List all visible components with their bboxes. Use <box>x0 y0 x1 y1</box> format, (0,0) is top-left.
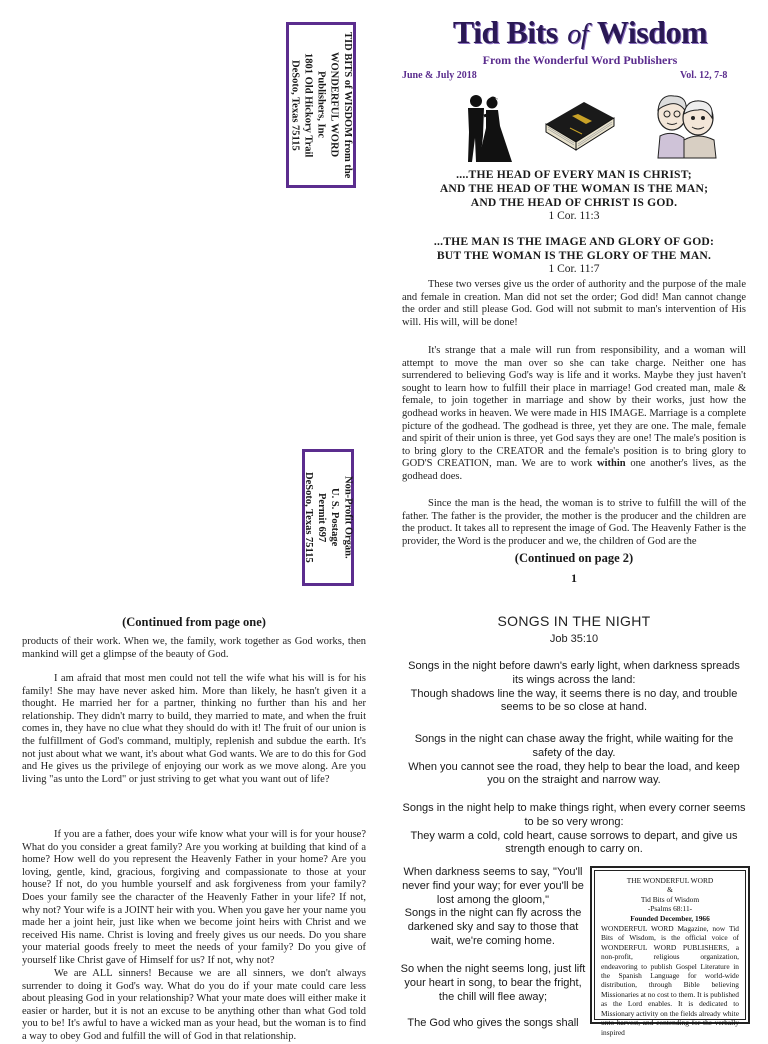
mailing-address-text: TID BITS of WISDOM from the WONDERFUL WORD Publishers, Inc 1801 Old Hickory Trail DeSoto, Texas 75115 <box>289 31 353 179</box>
publisher-info-inner <box>594 870 746 1037</box>
emphasis-within: within <box>597 458 626 470</box>
mailing-address-label <box>286 22 356 188</box>
verse-1-cor-11-7 <box>402 235 746 277</box>
poem-line: When darkness seems to say, "You'll never find your way; for ever you'll be lost among the gloom," <box>402 866 584 906</box>
article-paragraph <box>402 345 746 484</box>
verse-line: BUT THE WOMAN IS THE GLORY OF THE MAN. <box>436 248 712 262</box>
masthead-subtitle: From the Wonderful Word Publishers <box>482 53 678 67</box>
poem-stanza <box>402 733 746 788</box>
poem-line: Songs in the night can chase away the fright, while waiting for the safety of the day. <box>414 733 734 759</box>
verse-1-cor-11-3 <box>402 168 746 224</box>
poem-stanza <box>398 866 588 949</box>
title-of: of <box>567 19 588 50</box>
publisher-info-box <box>590 866 750 1037</box>
elderly-couple-icon <box>650 92 722 158</box>
article-paragraph: These two verses give us the order of authority and the purpose of the male and female in creation. Man did not set the order; God did! Man cannot change the order and still please God. God will not submit to man's intervention of His will. His will, will be done! <box>402 279 746 328</box>
poem-stanza <box>398 1017 588 1031</box>
holy-bible-icon <box>540 94 618 154</box>
poem-stanza <box>402 660 746 715</box>
title-part-1: Tid Bits <box>452 14 558 50</box>
postage-permit-text: Non-Profit Organ. U. S. Postage Permit 697 DeSoto, Texas 75115 <box>302 472 354 563</box>
poem-line: Songs in the night before dawn's early light, when darkness spreads its wings across the land: <box>408 660 740 686</box>
poem-line: Songs in the night can fly across the darkened sky and say to those that wait, we're coming home. <box>404 907 582 947</box>
article-paragraph: Since the man is the head, the woman is to strive to fulfill the will of the father. The father is the provider, the mother is the producer and the children are the product. It takes all to represent the image of God. The Heavenly Father is the provider, the Word is the producer and we, the children of God are the <box>402 498 746 547</box>
verse-line: AND THE HEAD OF CHRIST IS GOD. <box>470 195 678 209</box>
info-line: -Psalms 68:11- <box>647 904 693 914</box>
paragraph-text: It's strange that a male will run from responsibility, and a woman will attempt to move the man over so she can take charge. Neither one has surrendered to believing God's way is life and it works. Maybe they just haven't sought to learn how to fulfill their place in marriage! God created man, male & female, to join together in marriage and show by their works, just how the godhead works in heaven. We were made in HIS IMAGE. Marriage is a complete picture of the godhead. The godhead is three, yet they are one. The male, female and spirit of their union is three, yet God says they are one! The male's position is to bring glory to the CREATOR and the female's position is to bring glory to GOD'S CREATION, man. We are to work <box>402 345 746 470</box>
article-paragraph: If you are a father, does your wife know what your will is for your house? What do you consider a great family? Are you working at building that kind of a home? How well do you represent the Heavenly Father in your home? Are you loving, gentle, kind, gracious, forgiving and compassionate to those at your house? If not, do you humble yourself and ask forgiveness from your family? Does your family see the character of the Heavenly Father in your life? If not, why not? Your wife is a JOINT heir with you. When you gave her your name you made her a joint heir, just like when we become joint heirs with Christ and we received His name. Christ is loving and freely gives us our needs. Do you share your material goods freely to meet the needs of your family? Do you give of yourself like Christ gave of Himself for us? If not, why not? <box>22 829 366 966</box>
poem-line: Songs in the night help to make things right, when every corner seems to be so very wrong: <box>402 802 746 828</box>
info-line: Founded December, 1966 <box>630 913 710 923</box>
poem-line: Though shadows line the way, it seems there is no day, and trouble seems to be so close at hand. <box>410 687 738 714</box>
info-line: Tid Bits of Wisdom <box>640 894 700 904</box>
poem-stanza <box>398 963 588 1004</box>
continued-from-page-one: (Continued from page one) <box>122 615 266 629</box>
masthead-title <box>424 14 736 51</box>
paragraph-text: one another's lives, as the godhead does. <box>402 458 747 482</box>
info-line: & <box>667 885 673 895</box>
verse-line: AND THE HEAD OF THE WOMAN IS THE MAN; <box>439 181 709 195</box>
verse-reference: 1 Cor. 11:7 <box>548 262 600 275</box>
poem-title: SONGS IN THE NIGHT <box>497 613 651 629</box>
poem-line: They warm a cold, cold heart, cause sorrows to depart, and give us strength enough to carry on. <box>410 829 738 856</box>
bride-and-groom-icon <box>456 92 514 164</box>
poem-reference: Job 35:10 <box>549 633 599 645</box>
poem-line: So when the night seems long, just lift your heart in song, to bear the fright, the chill will flee away; <box>400 963 586 1003</box>
verse-reference: 1 Cor. 11:3 <box>548 209 600 222</box>
page-number: 1 <box>571 571 577 585</box>
issue-date: June & July 2018 <box>402 70 477 81</box>
title-part-2: Wisdom <box>596 14 708 50</box>
verse-line: ...THE MAN IS THE IMAGE AND GLORY OF GOD: <box>433 235 715 248</box>
article-paragraph: I am afraid that most men could not tell the wife what his will is for his family! She may have never asked him. More than likely, he hasn't given it a thought. He married her for a partner, thinking no further than his and her relationship. They didn't marry to build, they married to mate, and when the fruit comes in, they have no clue what they should do with it! The fruit of our union is the fulfillment of God's command, multiply, replenish and subdue the earth. It's not just about what we want, it's about what God wants. We are to do this for God and He gives us the privilege of enjoying our work as we move along. Are you living "as unto the Lord" or just striving to get what you want out of life? <box>22 673 366 785</box>
poem-line: When you cannot see the road, they help to bear the load, and keep you on the straight and narrow way. <box>408 760 740 787</box>
verse-line: ....THE HEAD OF EVERY MAN IS CHRIST; <box>456 168 692 181</box>
postage-permit-label <box>302 449 354 586</box>
info-line: THE WONDERFUL WORD <box>626 876 714 885</box>
poem-stanza <box>402 802 746 857</box>
issue-volume: Vol. 12, 7-8 <box>680 70 728 81</box>
poem-line: The God who gives the songs shall <box>407 1017 579 1029</box>
article-paragraph: products of their work. When we, the family, work together as God works, then mankind will get a glimpse of the beauty of God. <box>22 636 366 660</box>
article-paragraph: We are ALL sinners! Because we are all sinners, we don't always surrender to doing it God's way. What do you do if your mate could care less about pleasing God in your relationship? What your mate does will either make it easier or harder, but it is not an excuse to be anything other than what God told you to be! It's awful to have a wicked man as your head, but the woman is to find a way to obey God and fulfill the will of God in that relationship. <box>22 968 366 1042</box>
continued-on-page-2: (Continued on page 2) <box>514 551 634 565</box>
info-body: WONDERFUL WORD Magazine, now Tid Bits of Wisdom, is the official voice of WONDERFUL WORD PUBLISHERS, a non-profit, religious organization, endeavoring to publish Gospel Literature in the Spanish Language for world-wide distribution, through Bible believing Missionaries at no cost to them. It is published as the Lord enables. It is dedicated to Missionary activity on the fields already white unto harvest, and contending for the verbally inspired <box>601 924 739 1037</box>
